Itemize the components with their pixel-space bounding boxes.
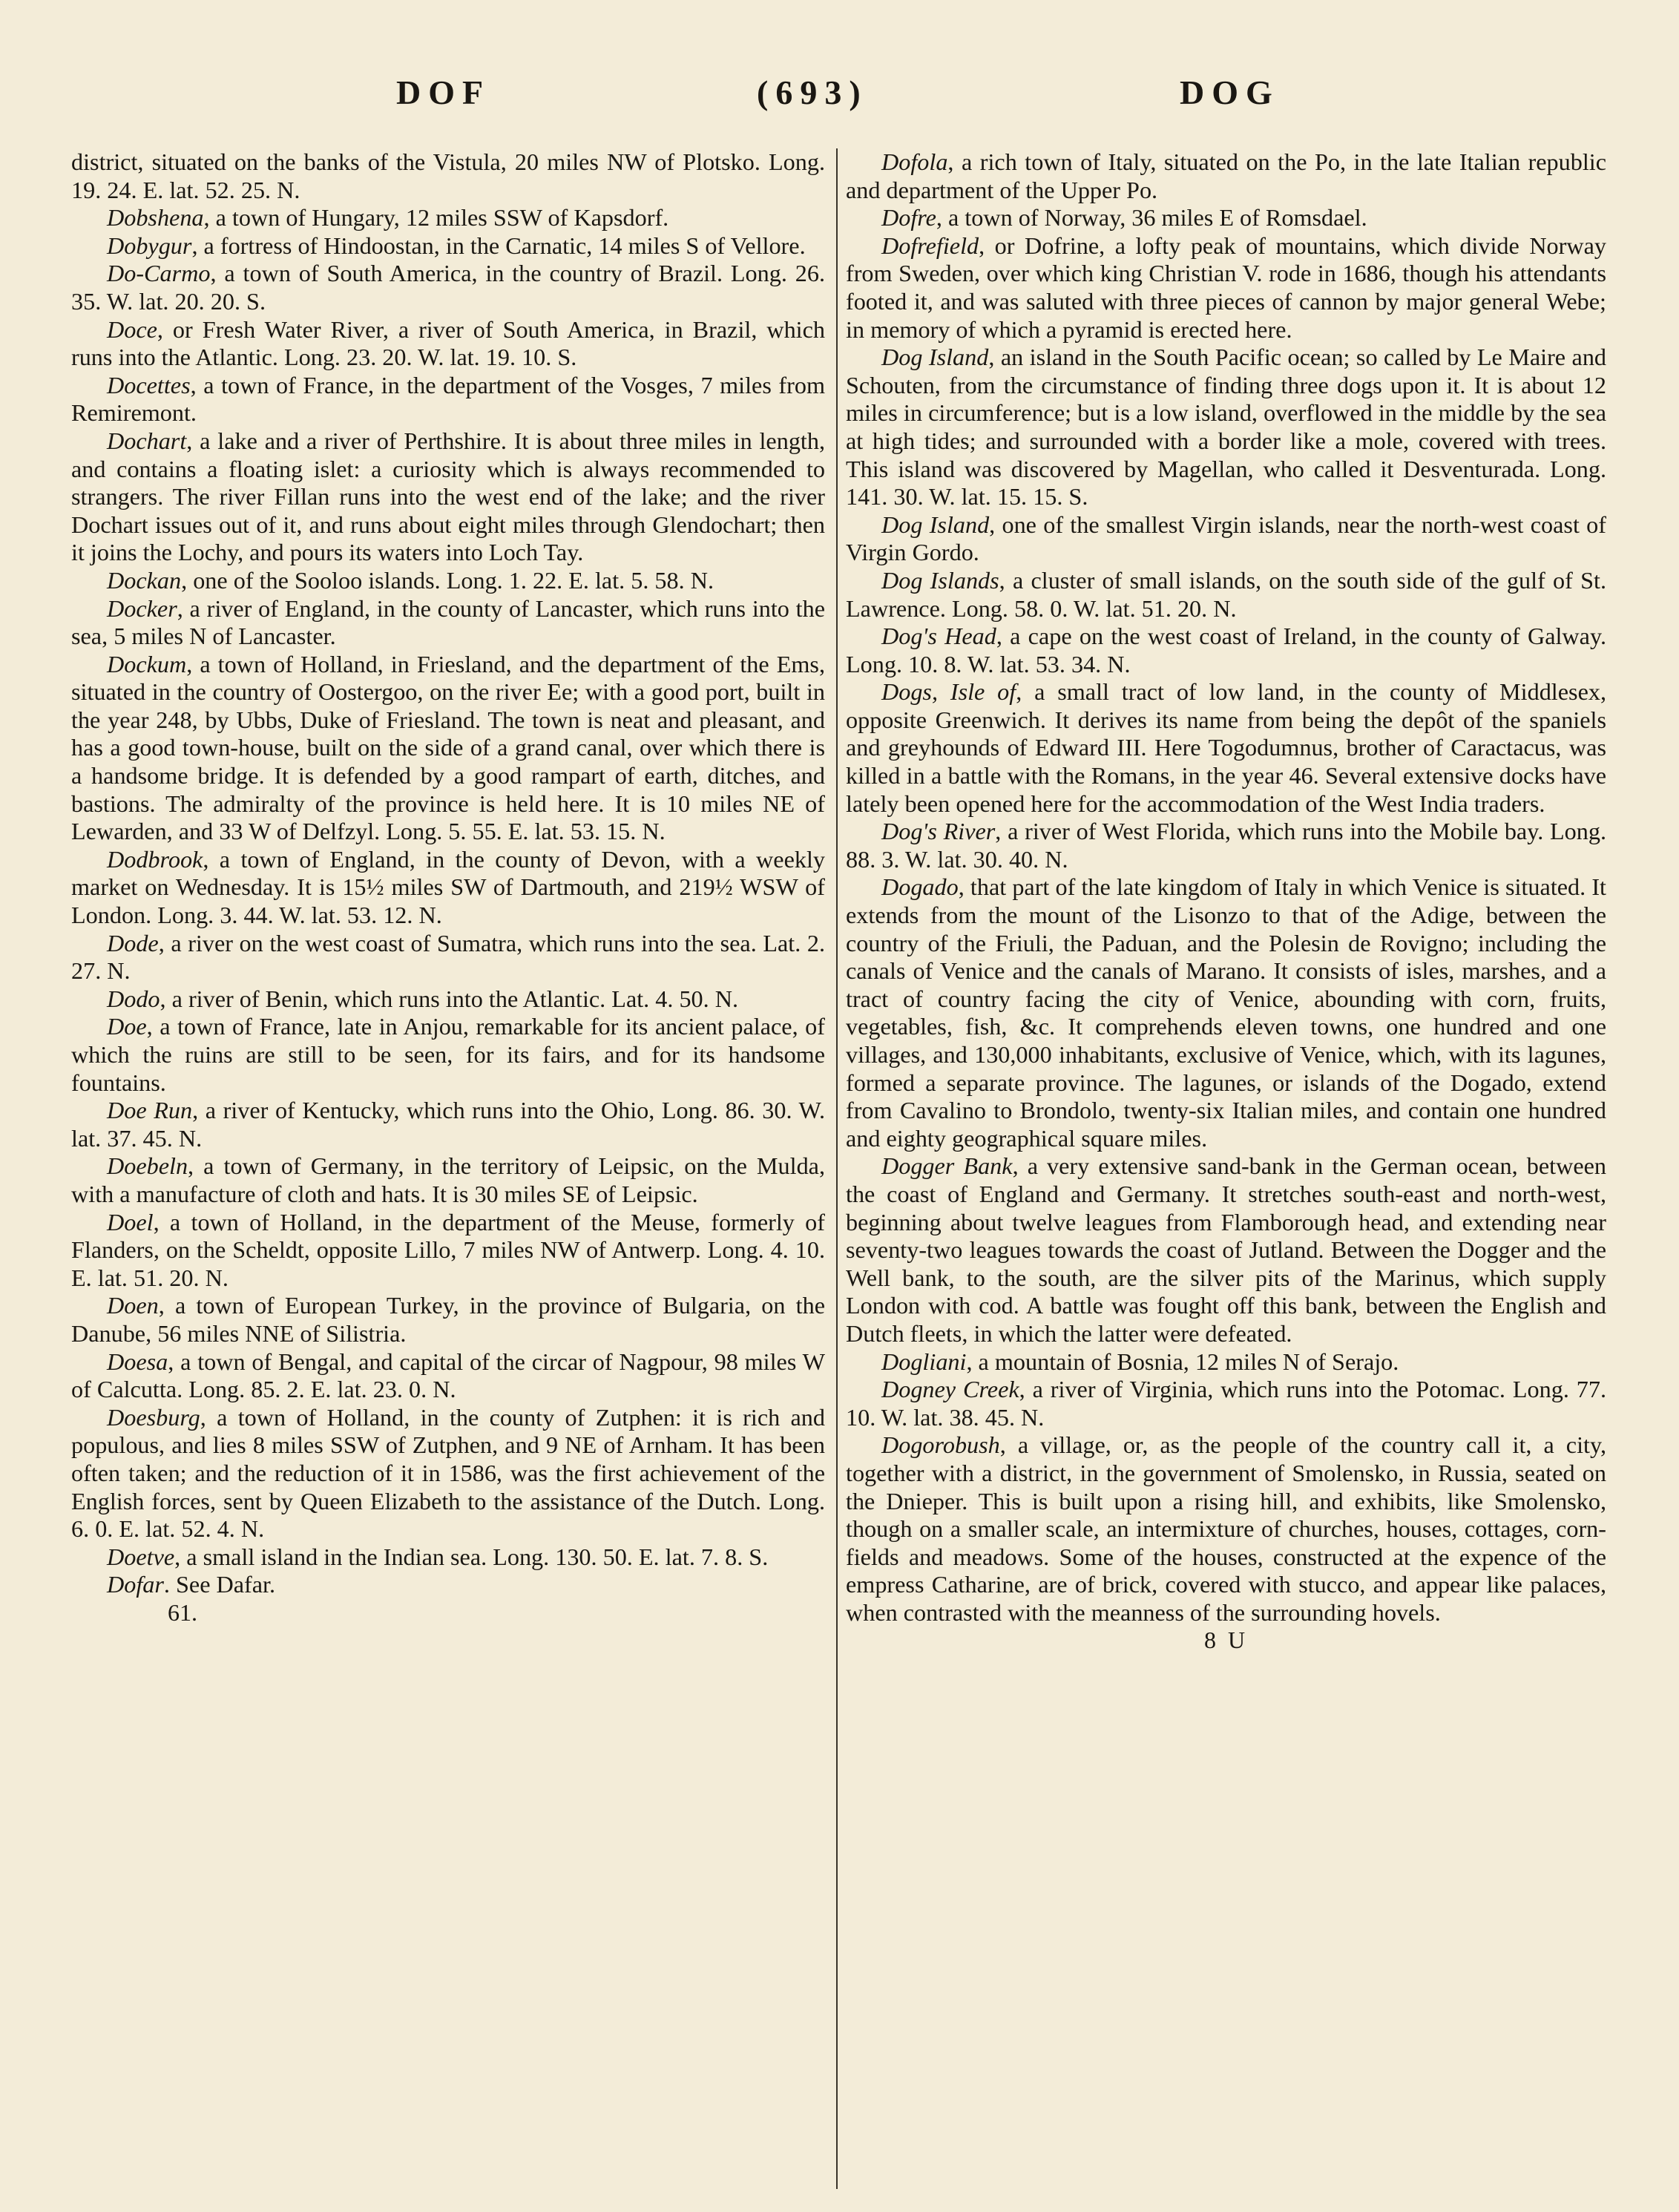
entry-text: , a rich town of Italy, situated on the Po, in the late Italian republic and department of the Upper Po. — [846, 148, 1606, 203]
right-column — [846, 148, 1606, 1655]
entry-text: , a very extensive sand-bank in the German ocean, between the coast of England and Germany. It stretches south-east and north-west, beginning about twelve leagues from Flamborough head, and extending near seventy-two leagues towards the coast of Jutland. Between the Dogger and the Well bank, to the south, are the silver pits of the Marinus, which supply London with cod. A battle was fought off this bank, between the English and Dutch fleets, in which the latter were defeated. — [846, 1152, 1606, 1347]
gazetteer-entry — [71, 1292, 825, 1348]
entry-text: , a river on the west coast of Sumatra, which runs into the sea. Lat. 2. 27. N. — [71, 929, 825, 985]
entry-text: , one of the Sooloo islands. Long. 1. 22. E. lat. 5. 58. N. — [181, 566, 714, 594]
entry-headword: Dog Island — [881, 511, 990, 538]
gazetteer-entry — [71, 1097, 825, 1152]
gazetteer-entry — [71, 1348, 825, 1404]
entry-headword: Doesa — [107, 1348, 168, 1375]
gazetteer-entry — [71, 1152, 825, 1208]
gazetteer-entry — [71, 260, 825, 315]
gazetteer-entry — [71, 651, 825, 846]
entry-text: , a town of France, in the department of the Vosges, 7 miles from Remiremont. — [71, 371, 825, 427]
entry-text: , a town of Norway, 36 miles E of Romsdael. — [936, 204, 1367, 232]
gazetteer-entry — [846, 873, 1606, 1152]
entry-headword: Docettes — [107, 371, 191, 398]
entry-headword: Doe — [107, 1013, 147, 1040]
entry-text: , a cape on the west coast of Ireland, in the county of Galway. Long. 10. 8. W. lat. 53. 34. N. — [846, 623, 1606, 677]
entry-headword: Dogger Bank — [881, 1152, 1013, 1180]
gazetteer-entry — [846, 232, 1606, 344]
gazetteer-entry — [846, 1431, 1606, 1627]
entry-headword: Dofar — [107, 1571, 164, 1598]
gazetteer-entry — [71, 595, 825, 651]
entry-text: , a river of West Florida, which runs into the Mobile bay. Long. 88. 3. W. lat. 30. 40. N. — [846, 818, 1607, 873]
gazetteer-entry — [71, 985, 825, 1014]
entry-text: , or Fresh Water River, a river of South America, in Brazil, which runs into the Atlantic. Long. 23. 20. W. lat. 19. 10. S. — [71, 315, 825, 371]
gazetteer-entry — [846, 1376, 1606, 1431]
entry-text: , a river of Benin, which runs into the Atlantic. Lat. 4. 50. N. — [160, 985, 739, 1012]
gazetteer-entry — [846, 818, 1606, 873]
entry-text: , a river of Kentucky, which runs into the Ohio, Long. 86. 30. W. lat. 37. 45. N. — [71, 1097, 825, 1152]
header-right-guide-word: DOG — [1180, 73, 1280, 111]
entry-headword: Dogado — [881, 873, 959, 901]
entry-text: district, situated on the banks of the Vistula, 20 miles NW of Plotsko. Long. 19. 24. E. lat. 52. 25. N. — [71, 148, 825, 203]
entry-text: , a mountain of Bosnia, 12 miles N of Serajo. — [966, 1348, 1399, 1375]
gazetteer-entry — [71, 1543, 825, 1572]
entry-text: , a cluster of small islands, on the south side of the gulf of St. Lawrence. Long. 58. 0. W. lat. 51. 20. N. — [846, 566, 1606, 622]
page-number: (693) — [757, 73, 868, 111]
entry-headword: Docker — [107, 594, 177, 622]
entry-headword: Dogs, Isle of — [881, 678, 1016, 706]
running-header — [0, 73, 1679, 132]
entry-headword: Dogney Creek — [881, 1376, 1019, 1403]
entry-headword: Doen — [107, 1292, 159, 1319]
column-divider — [836, 148, 838, 2189]
gazetteer-entry — [71, 204, 825, 232]
entry-text: . See Dafar. — [163, 1571, 276, 1598]
entry-text: , a river of England, in the county of Lancaster, which runs into the sea, 5 miles N of Lancaster. — [71, 594, 825, 650]
entry-headword: Doe Run — [107, 1097, 193, 1124]
entry-text: , a town of Holland, in Friesland, and the department of the Ems, situated in the country of Oostergoo, on the river Ee; with a good port, built in the year 248, by Ubbs, Duke of Friesland. The town is neat and pleasant, and has a good town-house, built on the side of a grand canal, over which there is a handsome bridge. It is defended by a good rampart of earth, ditches, and bastions. The admiralty of the province is held here. It is 10 miles NE of Lewarden, and 33 W of Delfzyl. Long. 5. 55. E. lat. 53. 15. N. — [71, 650, 825, 845]
entry-headword: Doel — [107, 1208, 154, 1235]
gazetteer-entry — [71, 930, 825, 985]
entry-headword: Dog Islands — [881, 566, 999, 594]
entry-text: , a river of Virginia, which runs into the Potomac. Long. 77. 10. W. lat. 38. 45. N. — [846, 1376, 1606, 1431]
header-left-guide-word: DOF — [396, 73, 491, 111]
gazetteer-entry — [71, 316, 825, 372]
entry-text: , one of the smallest Virgin islands, near the north-west coast of Virgin Gordo. — [846, 511, 1606, 566]
entry-headword: Dodbrook — [107, 845, 203, 873]
entry-text: , a small island in the Indian sea. Long. 130. 50. E. lat. 7. 8. S. — [174, 1543, 769, 1570]
gazetteer-entry — [71, 232, 825, 260]
gazetteer-entry — [71, 1209, 825, 1293]
entry-text: , a town of Bengal, and capital of the circar of Nagpour, 98 miles W of Calcutta. Long. 85. 2. E. lat. 23. 0. N. — [71, 1348, 825, 1403]
entry-text: , a town of France, late in Anjou, remarkable for its ancient palace, of which the ruins are still to be seen, for its fairs, and for its handsome fountains. — [71, 1013, 825, 1096]
gazetteer-entry — [71, 148, 825, 204]
entry-text: , a lake and a river of Perthshire. It is about three miles in length, and contains a floating islet: a curiosity which is always recommended to strangers. The river Fillan runs into the west end of the lake; and the river Dochart issues out of it, and runs about eight miles through Glendochart; then it joins the Lochy, and pours its waters into Loch Tay. — [71, 427, 825, 566]
gazetteer-entry — [846, 1152, 1606, 1348]
entry-headword: Doce — [107, 315, 157, 343]
entry-headword: Do-Carmo — [107, 260, 211, 287]
entry-headword: Dochart — [107, 427, 187, 454]
gazetteer-entry — [71, 427, 825, 567]
entry-text: , a village, or, as the people of the country call it, a city, together with a district, in the government of Smolensko, in Russia, seated on the Dnieper. This is built upon a rising hill, and exhibits, like Smolensko, though on a smaller scale, an intermixture of churches, houses, cottages, corn-fields and meadows. Some of the houses, constructed at the expence of the empress Catharine, are of brick, covered with stucco, and appear like palaces, when contrasted with the meanness of the surrounding hovels. — [846, 1431, 1606, 1626]
entry-headword: Dockan — [107, 566, 182, 594]
entry-text: , a fortress of Hindoostan, in the Carnatic, 14 miles S of Vellore. — [191, 232, 806, 259]
entry-headword: Dobshena — [107, 204, 204, 232]
entry-headword: Dofre — [881, 204, 936, 232]
entry-text: , or Dofrine, a lofty peak of mountains, which divide Norway from Sweden, over which king Christian V. rode in 1686, though his attendants footed it, and was saluted with three pieces of cannon by major general Webe; in memory of which a pyramid is erected here. — [846, 232, 1606, 343]
entry-text: , a town of Germany, in the territory of Leipsic, on the Mulda, with a manufacture of cloth and hats. It is 30 miles SE of Leipsic. — [71, 1152, 825, 1207]
left-column — [71, 148, 825, 1627]
entry-text: , a town of Holland, in the department of the Meuse, formerly of Flanders, on the Scheldt, opposite Lillo, 7 miles NW of Antwerp. Long. 4. 10. E. lat. 51. 20. N. — [71, 1208, 825, 1291]
gazetteer-entry — [846, 148, 1606, 204]
entry-headword: Dockum — [107, 650, 187, 677]
entry-headword: Dode — [107, 929, 159, 956]
entry-text: , a town of European Turkey, in the province of Bulgaria, on the Danube, 56 miles NNE of Silistria. — [71, 1292, 825, 1347]
gazetteer-entry — [71, 1404, 825, 1543]
entry-text: , a small tract of low land, in the county of Middlesex, opposite Greenwich. It derives its name from being the depôt of the spaniels and greyhounds of Edward III. Here Togodumnus, brother of Caractacus, was killed in a battle with the Romans, in the year 46. Several extensive docks have lately been opened here for the accommodation of the West India traders. — [846, 678, 1606, 817]
gazetteer-entry — [71, 567, 825, 595]
entry-headword: Dog Island — [881, 344, 989, 371]
gazetteer-entry — [846, 204, 1606, 232]
gazetteer-entry — [846, 344, 1606, 511]
entry-headword: Dofrefield — [881, 232, 979, 259]
gazetteer-entry — [846, 678, 1606, 818]
entry-headword: Dogliani — [881, 1348, 967, 1375]
gazetteer-entry — [71, 1571, 825, 1599]
entry-text: , a town of South America, in the country of Brazil. Long. 26. 35. W. lat. 20. 20. S. — [71, 260, 825, 315]
entry-headword: Dogorobush — [881, 1431, 1000, 1459]
entry-text: , a town of Holland, in the county of Zutphen: it is rich and populous, and lies 8 miles SSW of Zutphen, and 9 NE of Arnham. It has been often taken; and the reduction of it in 1586, was the first achievement of the English forces, sent by Queen Elizabeth to the assistance of the Dutch. Long. 6. 0. E. lat. 52. 4. N. — [71, 1403, 825, 1543]
gazetteer-entry — [71, 372, 825, 427]
gazetteer-entry — [846, 1348, 1606, 1376]
entry-headword: Dobygur — [107, 232, 192, 259]
entry-headword: Dofola — [881, 148, 948, 175]
entry-headword: Doebeln — [107, 1152, 188, 1180]
entry-headword: Dog's River — [881, 818, 996, 845]
gazetteer-entry — [846, 511, 1606, 567]
entry-text: , a town of England, in the county of Devon, with a weekly market on Wednesday. It is 15½ miles SW of Dartmouth, and 219½ WSW of London. Long. 3. 44. W. lat. 53. 12. N. — [71, 845, 825, 929]
gazetteer-entry — [71, 846, 825, 930]
entry-headword: Dog's Head — [881, 623, 996, 650]
gazetteer-entry — [71, 1013, 825, 1097]
entry-text: , an island in the South Pacific ocean; so called by Le Maire and Schouten, from the circumstance of finding three dogs upon it. It is about 12 miles in circumference; but is a low island, overflowed in the middle by the sea at high tides; and surrounded with a border like a mole, covered with trees. This island was discovered by Magellan, who called it Desventurada. Long. 141. 30. W. lat. 15. 15. S. — [846, 344, 1607, 511]
gazetteer-entry — [846, 623, 1606, 678]
entry-headword: Doesburg — [107, 1403, 200, 1431]
catchword: 8 U — [1203, 1627, 1249, 1654]
entry-headword: Doetve — [107, 1543, 175, 1570]
entry-headword: Dodo — [107, 985, 160, 1012]
entry-text: , a town of Hungary, 12 miles SSW of Kapsdorf. — [203, 204, 669, 232]
signature-mark: 61. — [168, 1598, 197, 1626]
entry-text: , that part of the late kingdom of Italy in which Venice is situated. It extends from the mount of the Lisonzo to that of the Adige, between the country of the Friuli, the Paduan, and the Polesin de Rovigno; including the canals of Venice and the canals of Marano. It consists of isles, marshes, and a tract of country facing the city of Venice, abounding with corn, fruits, vegetables, fish, &c. It comprehends eleven towns, one hundred and one villages, and 130,000 inhabitants, exclusive of Venice, which, with its lagunes, formed a separate province. The lagunes, or islands of the Dogado, extend from Cavalino to Brondolo, twenty-six Italian miles, and contain one hundred and eighty geographical square miles. — [846, 873, 1606, 1152]
gazetteer-entry — [846, 567, 1606, 623]
